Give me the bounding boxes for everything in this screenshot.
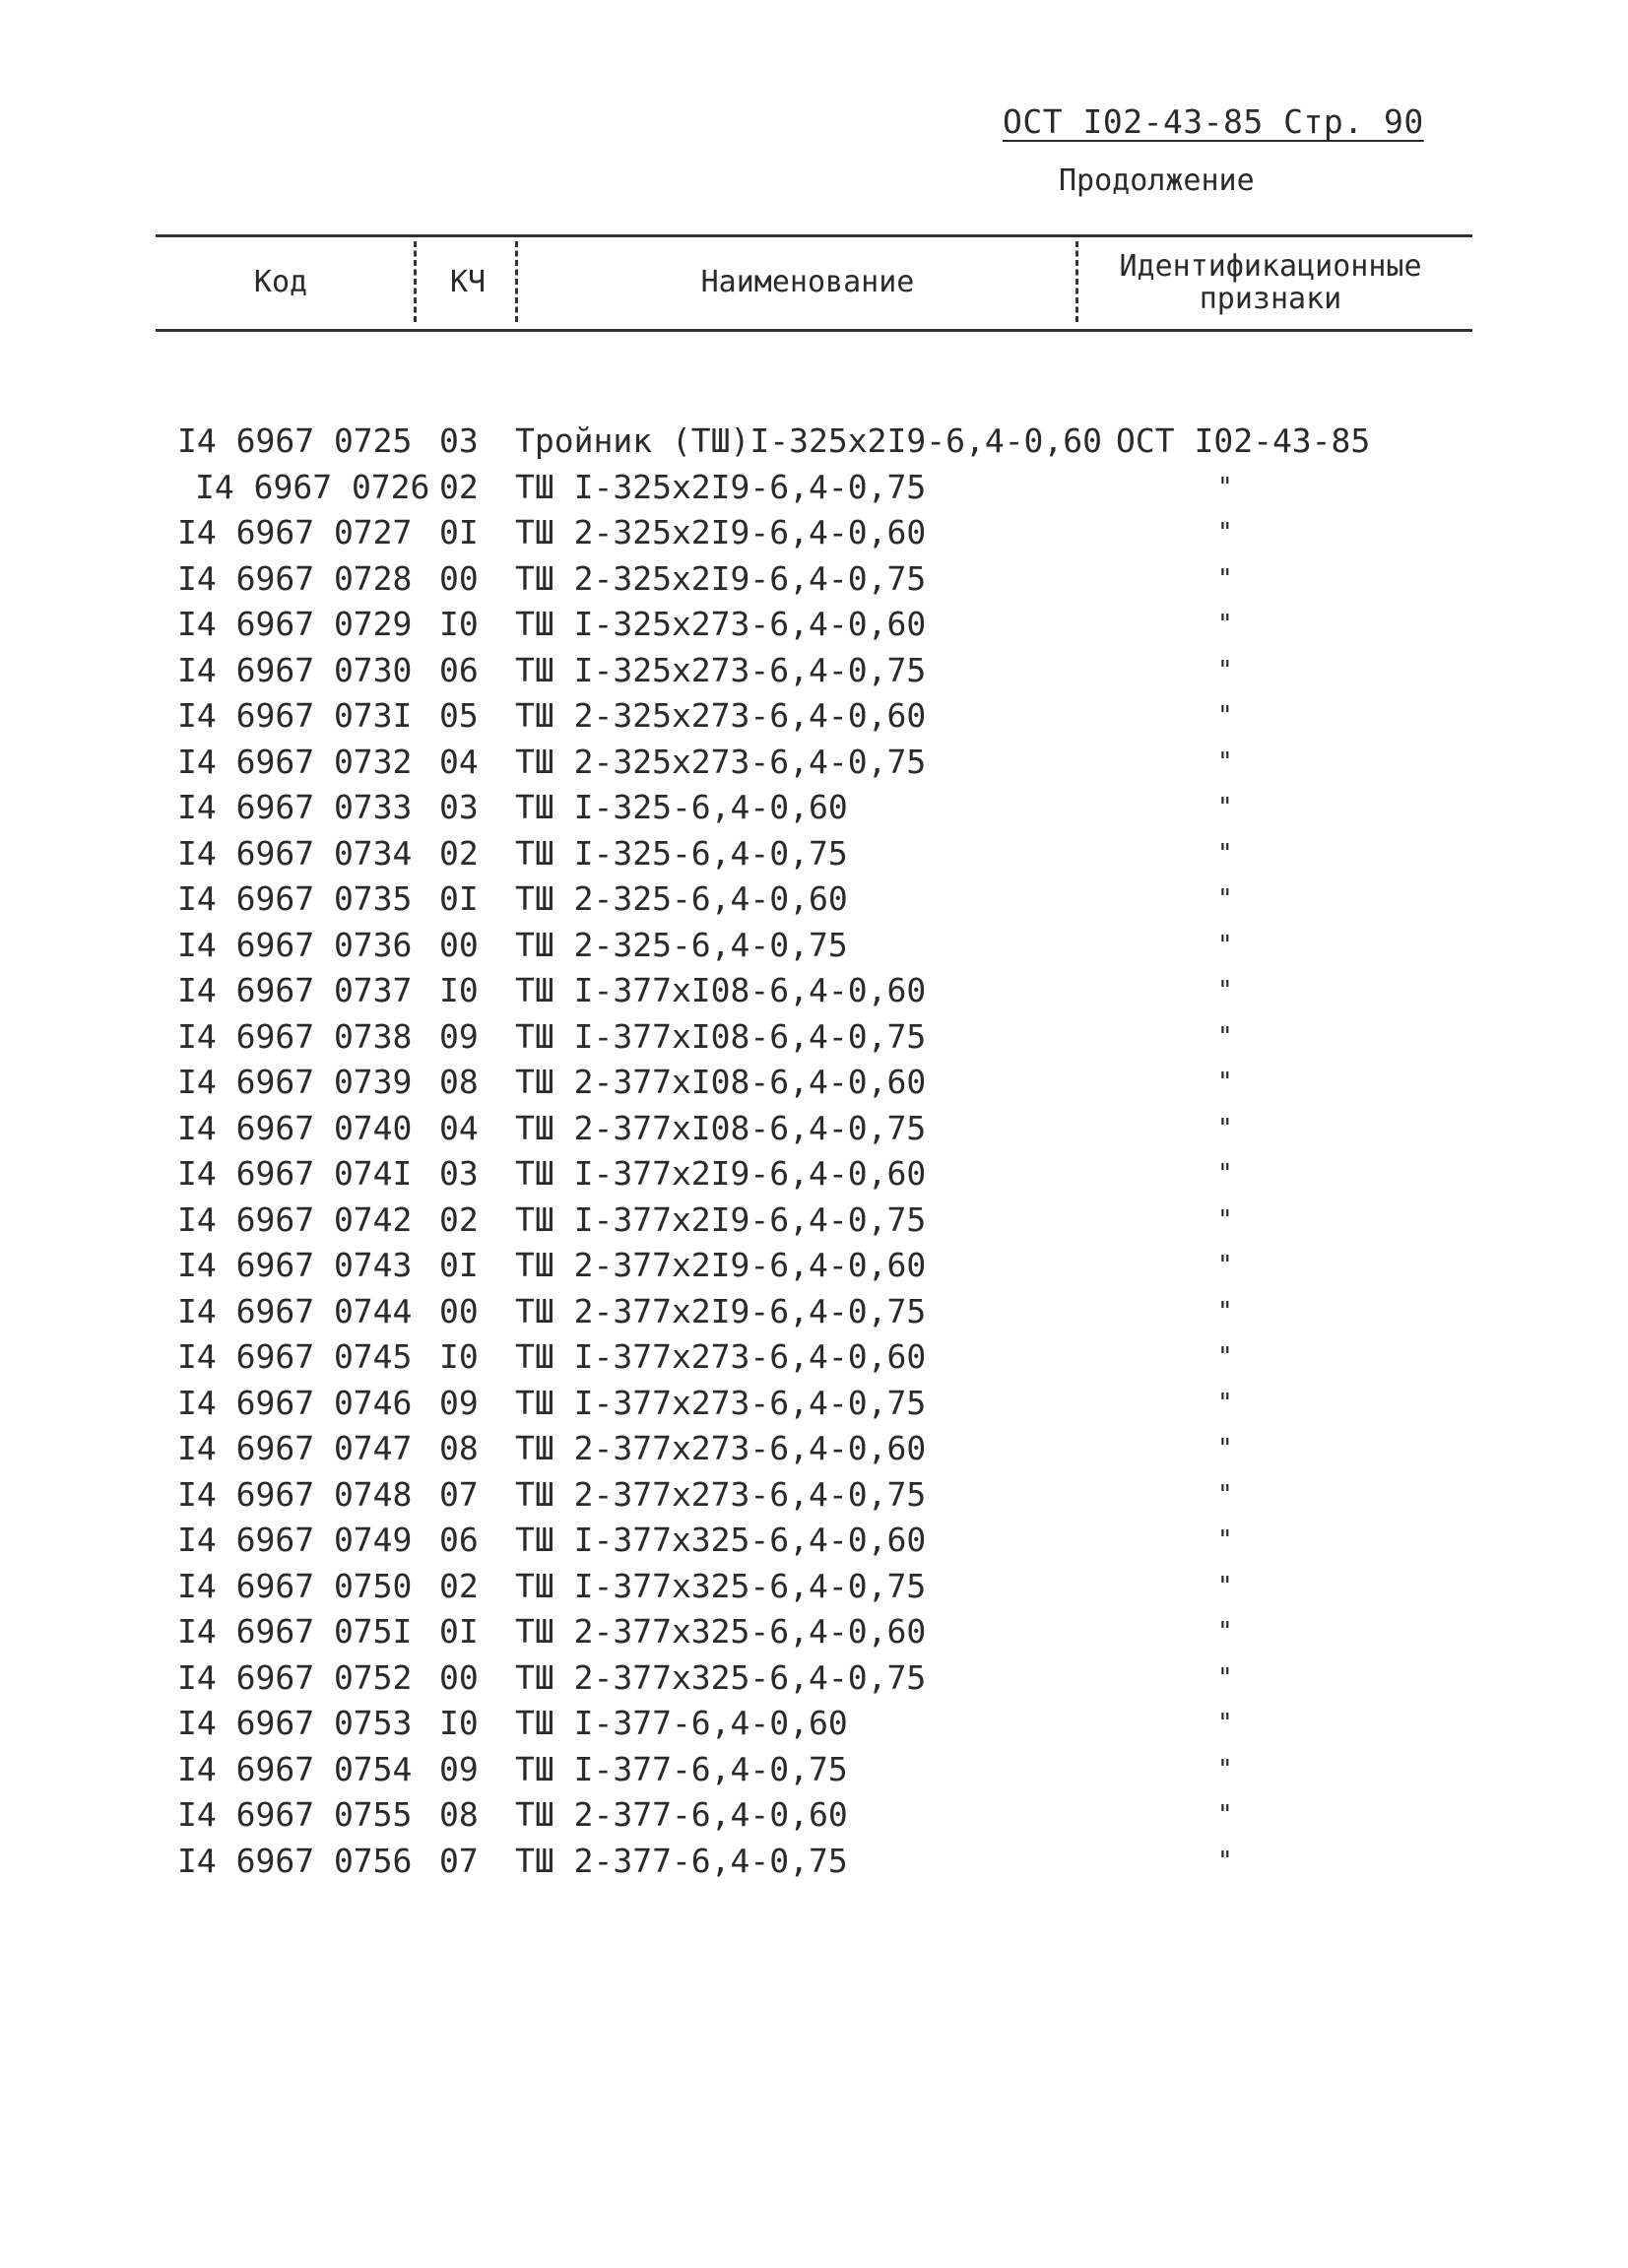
row-code: I4 6967 0726 [195,467,430,506]
row-code: I4 6967 0746 [177,1383,413,1422]
row-kch: 02 [439,467,479,506]
row-kch: 02 [439,833,479,873]
row-name: ТШ I-377x325-6,4-0,75 [515,1566,927,1605]
table-body [0,419,1628,1884]
row-kch: 0I [439,1612,479,1651]
column-header-code: Код [253,265,308,299]
row-kch: 02 [439,1566,479,1605]
column-header-name: Наименование [700,265,915,299]
row-kch: 06 [439,650,479,689]
row-name: ТШ 2-325x2I9-6,4-0,60 [515,513,927,551]
row-name: ТШ 2-377x325-6,4-0,75 [515,1657,927,1697]
row-kch: 0I [439,879,479,918]
row-ident: " [1217,1021,1233,1052]
row-name: ТШ I-325x273-6,4-0,75 [515,650,927,689]
row-name: ТШ I-377-6,4-0,60 [515,1704,848,1742]
row-kch: 09 [439,1016,479,1056]
row-ident: " [1217,1296,1233,1327]
row-ident: " [1217,1709,1233,1738]
row-ident: " [1217,1571,1233,1601]
table-row [0,1472,1628,1519]
row-ident: " [1217,563,1233,594]
row-name: ТШ 2-377xI08-6,4-0,60 [515,1063,927,1101]
row-ident: " [1217,1068,1233,1097]
row-ident: " [1217,610,1233,639]
table-row [0,1747,1628,1793]
table-row [0,1381,1628,1427]
row-kch: 07 [439,1841,479,1880]
row-kch: 00 [439,1291,479,1330]
column-divider [414,241,417,322]
row-ident: " [1217,793,1233,822]
row-code: I4 6967 0740 [177,1108,413,1147]
row-name: ТШ 2-377x2I9-6,4-0,60 [515,1246,927,1284]
row-name: ТШ I-325-6,4-0,60 [515,788,848,826]
row-ident: " [1217,1479,1233,1510]
row-kch: 0I [439,513,479,551]
row-name: ТШ 2-377xI08-6,4-0,75 [515,1108,927,1147]
table-row [0,1334,1628,1381]
row-ident: ОСТ I02-43-85 [1116,421,1371,460]
table-row [0,1151,1628,1198]
row-name: ТШ I-377xI08-6,4-0,75 [515,1016,927,1056]
row-ident: " [1217,930,1233,960]
row-ident: " [1217,838,1233,869]
row-ident: " [1217,884,1233,914]
table-row [0,968,1628,1014]
table-header-rule [156,329,1472,332]
row-kch: 08 [439,1429,479,1467]
row-name: ТШ 2-377x325-6,4-0,60 [515,1612,927,1651]
row-code: I4 6967 0744 [177,1291,413,1330]
table-top-rule [156,234,1472,237]
row-code: I4 6967 0754 [177,1749,413,1788]
row-code: I4 6967 0727 [177,513,413,551]
row-ident: " [1217,976,1233,1005]
row-ident: " [1217,1388,1233,1418]
row-code: I4 6967 0750 [177,1566,413,1605]
row-ident: " [1217,1800,1233,1830]
table-row [0,556,1628,603]
row-kch: 00 [439,1657,479,1697]
row-kch: 07 [439,1474,479,1514]
row-ident: " [1217,472,1233,502]
table-row [0,1014,1628,1061]
row-ident: " [1217,1159,1233,1189]
row-code: I4 6967 0728 [177,558,413,598]
table-row [0,1426,1628,1472]
row-code: I4 6967 0734 [177,833,413,873]
row-ident: " [1217,1251,1233,1280]
row-code: I4 6967 0733 [177,788,413,826]
row-ident: " [1217,1113,1233,1143]
row-kch: I0 [439,1337,479,1376]
row-ident: " [1217,746,1233,777]
row-code: I4 6967 0725 [177,421,413,460]
row-code: I4 6967 0749 [177,1521,413,1559]
row-kch: 00 [439,925,479,964]
table-row [0,648,1628,694]
table-row [0,740,1628,786]
row-kch: 05 [439,696,479,735]
table-row [0,693,1628,740]
table-row [0,876,1628,923]
document-reference: ОСТ I02-43-85 Стр. 90 [1003,102,1424,141]
row-code: I4 6967 0755 [177,1795,413,1834]
row-ident: " [1217,1434,1233,1463]
row-ident: " [1217,1846,1233,1876]
row-name: ТШ I-377x273-6,4-0,75 [515,1383,927,1422]
continuation-label: Продолжение [1059,163,1255,198]
table-row [0,510,1628,556]
row-code: I4 6967 0737 [177,971,413,1009]
row-code: I4 6967 0738 [177,1016,413,1056]
row-code: I4 6967 0747 [177,1429,413,1467]
row-ident: " [1217,1617,1233,1647]
row-kch: 02 [439,1199,479,1239]
table-row [0,1243,1628,1289]
row-name: ТШ 2-377x273-6,4-0,60 [515,1429,927,1467]
row-code: I4 6967 075I [177,1612,413,1651]
row-name: Тройник (ТШ)I-325x2I9-6,4-0,60 [515,421,1103,460]
table-row [0,1609,1628,1655]
row-code: I4 6967 074I [177,1154,413,1193]
table-row [0,785,1628,831]
table-row [0,1701,1628,1747]
row-name: ТШ 2-377x273-6,4-0,75 [515,1474,927,1514]
row-ident: " [1217,518,1233,548]
table-row [0,1289,1628,1335]
row-ident: " [1217,1342,1233,1372]
row-kch: 03 [439,1154,479,1193]
row-name: ТШ 2-325-6,4-0,75 [515,925,848,964]
row-code: I4 6967 0739 [177,1063,413,1101]
row-ident: " [1217,1525,1233,1555]
row-code: I4 6967 0752 [177,1657,413,1697]
row-name: ТШ I-377x273-6,4-0,60 [515,1337,927,1376]
row-name: ТШ 2-325-6,4-0,60 [515,879,848,918]
column-header-kch: КЧ [449,265,487,299]
row-ident: " [1217,1662,1233,1693]
row-ident: " [1217,655,1233,685]
table-row [0,1106,1628,1152]
table-row [0,1518,1628,1564]
row-kch: 00 [439,558,479,598]
table-row [0,1198,1628,1244]
row-kch: 04 [439,1108,479,1147]
table-row [0,1839,1628,1885]
column-divider [515,241,518,322]
row-kch: I0 [439,971,479,1009]
row-code: I4 6967 0742 [177,1199,413,1239]
row-name: ТШ 2-325x2I9-6,4-0,75 [515,558,927,598]
row-name: ТШ I-325-6,4-0,75 [515,833,848,873]
row-code: I4 6967 0729 [177,605,413,643]
table-row [0,465,1628,511]
row-name: ТШ I-377-6,4-0,75 [515,1749,848,1788]
table-row [0,1564,1628,1610]
row-kch: 04 [439,742,479,781]
table-row [0,1655,1628,1702]
row-ident: " [1217,701,1233,731]
row-kch: 09 [439,1383,479,1422]
row-name: ТШ I-377xI08-6,4-0,60 [515,971,927,1009]
row-name: ТШ I-377x2I9-6,4-0,75 [515,1199,927,1239]
table-row [0,419,1628,465]
table-row [0,831,1628,877]
row-name: ТШ I-325x2I9-6,4-0,75 [515,467,927,506]
column-header-ident: Идентификационные признаки [1119,249,1422,316]
row-kch: I0 [439,605,479,643]
row-name: ТШ I-377x2I9-6,4-0,60 [515,1154,927,1193]
row-name: ТШ 2-325x273-6,4-0,75 [515,742,927,781]
table-row [0,1792,1628,1839]
row-code: I4 6967 0735 [177,879,413,918]
row-name: ТШ 2-377-6,4-0,60 [515,1795,848,1834]
row-ident: " [1217,1204,1233,1235]
table-row [0,1060,1628,1106]
row-name: ТШ I-325x273-6,4-0,60 [515,605,927,643]
row-kch: 0I [439,1246,479,1284]
row-kch: 06 [439,1521,479,1559]
row-kch: I0 [439,1704,479,1742]
row-name: ТШ I-377x325-6,4-0,60 [515,1521,927,1559]
row-code: I4 6967 0753 [177,1704,413,1742]
row-kch: 03 [439,421,479,460]
row-code: I4 6967 0748 [177,1474,413,1514]
row-code: I4 6967 0756 [177,1841,413,1880]
table-row [0,602,1628,648]
row-code: I4 6967 0736 [177,925,413,964]
row-name: ТШ 2-325x273-6,4-0,60 [515,696,927,735]
row-code: I4 6967 073I [177,696,413,735]
row-kch: 03 [439,788,479,826]
row-kch: 08 [439,1795,479,1834]
row-code: I4 6967 0730 [177,650,413,689]
row-kch: 08 [439,1063,479,1101]
row-code: I4 6967 0745 [177,1337,413,1376]
column-divider [1075,241,1078,322]
row-name: ТШ 2-377x2I9-6,4-0,75 [515,1291,927,1330]
row-kch: 09 [439,1749,479,1788]
table-row [0,923,1628,969]
row-code: I4 6967 0732 [177,742,413,781]
row-name: ТШ 2-377-6,4-0,75 [515,1841,848,1880]
row-ident: " [1217,1754,1233,1784]
row-code: I4 6967 0743 [177,1246,413,1284]
